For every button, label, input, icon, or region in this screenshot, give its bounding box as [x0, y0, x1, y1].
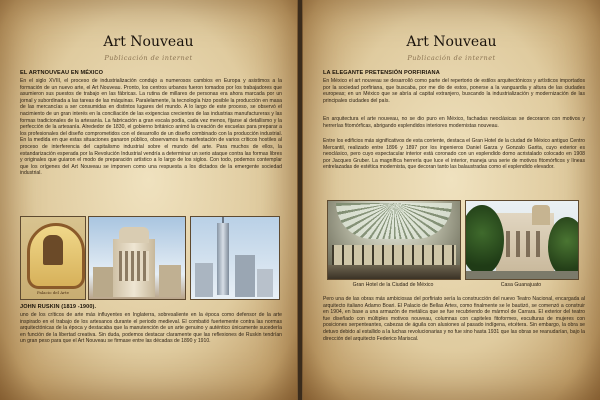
- palacio-image: [88, 216, 186, 300]
- section-body: En el siglo XVIII, el proceso de industrialización condujo a numerosos cambios en Europa y asistimos a la formación de un nuevo arte, el Art Nouveau. Pronto, los centros urbanos fueron tomados por los trabajadores que asumieron sus puestos de trabajo en las fábricas. La rutina de millares de personas era ahora marcada por un jornal y subordinada a las tareas de las máquinas. Paralelamente, la tecnología hizo posible la producción en masa de las mercancías a ser consumidas en distintos lugares del mundo. A lo largo de este proceso, se observó el nacimiento de un gran interés en la conciliación de las exigencias crecientes de las industrias manufactureras y las formas tradicionales de la artesanía. La fabricación a gran escala podía, cada vez menos, fijarse al detallismo y la perfección de la artesanía. Alrededor de 1830, el gobierno británico animó la creación de escuelas para preparar a los profesionales del diseño comprometidos con el desarrollo de un diseño combinado con la producción industrial. En la medida en que estas situaciones ganaron público, observamos la manifestación de varios críticos hostiles al proceso de interferencia del capitalismo industrial sobre el mundo del arte. Para muchos de ellos, la estandarización esperada por la Revolución Industrial vendría a determinar un serio ataque contra las formas libres y originales que guiaron el modo de preparación artístico a lo largo de los siglos. Con todo, podemos contemplar que los orígenes del Art Nouveau se imponen como una respuesta a los dictados de la emergente sociedad industrial.: [20, 78, 282, 177]
- gran-hotel-image: [327, 200, 461, 280]
- page-subtitle: Publicación de internet: [104, 54, 193, 62]
- section-body: En México el art nouveau se desarrolló como parte del repertorio de estilos arquitectónicos y artísticos importados por la sociedad porfiriana, que buscaba, por me dio de estos, ponerse a la vanguardia y altura de las ciudades europeas; en un México que se abría al capital extranjero, buscando la industrialización y modernización de las principales ciudades del país.: [323, 78, 585, 104]
- paragraph-architecture: En arquitectura el arte nouveau, no se dio puro en México, fachadas neoclásicas se decoraron con motivos y herrerías fitomórficas, abrigando esplendidos interiores modernistas nouveau.: [323, 116, 585, 129]
- torre-image: [190, 216, 280, 300]
- section-heading: LA ELEGANTE PRETENSIÓN PORFIRIANA: [323, 70, 440, 76]
- image-caption: Casa Guanajuato: [500, 282, 542, 288]
- page-title: Art Nouveau: [406, 34, 497, 50]
- image-caption: Gran Hotel de la Ciudad de México: [352, 282, 434, 288]
- section-body-ruskin: uno de los críticos de arte más influyentes en Inglaterra, sobresaliente en la época como defensor de la arte inspirado en el trabajo de los artesanos durante el periodo medieval. El combatió fuertemente contra las normas arquitectónicas de la época y destacaba que la manutención de un arte genuino y auténtico únicamente sucedería en función de la libertad creativa. Sin duda, podemos destacar claramente que las reflexiones de Ruskin tendrían un gran peso para que el Art Nouveau se firmase entre las décadas de 1890 y 1910.: [20, 312, 282, 345]
- seal-label: Palacio del Arte: [36, 290, 69, 295]
- right-page: [302, 0, 600, 400]
- page-subtitle: Publicación de internet: [407, 54, 496, 62]
- left-page: [0, 0, 298, 400]
- paragraph-bellas-artes: Pero una de las obras más ambiciosas del porfiriato sería la construcción del nuevo Teatro Nacional, encargada al arquitecto italiano Adamo Boari. El Palacio de Bellas Artes, como finalmente se le bautizó, se comenzó a construir en 1904, en base a una armazón de metálica que se fue recubriendo de mármol de Carrara. El exterior del teatro fue diseñado con múltiples motivos nouveau, columnas con capiteles fitoformes, esculturas de mujeres con posiciones serpenteantes, cabezas de águila con alusiones al pasado indígena, etcétera. Sin embargo, la obra se detuvo debido al estallido a la luchas revolucionarias y no fue sino hasta 1931 que las obras se reanudarían, bajo la dirección del arquitecto Federico Mariscal.: [323, 296, 585, 342]
- section-heading-ruskin: JOHN RUSKIN (1819 -1900).: [20, 304, 97, 310]
- seal-image: [20, 216, 86, 300]
- casa-guanajuato-image: [465, 200, 579, 280]
- page-title: Art Nouveau: [103, 34, 194, 50]
- section-heading: EL ARTNOUVEAU EN MÉXICO: [20, 70, 104, 76]
- paragraph-gran-hotel: Entre los edificios más significativos de esta corriente, destaca el Gran Hotel de la ciudad de México antiguo Centro Mercantil, realizado entre 1896 y 1897 por los ingenieros Daniel Garza y Gonzalo Garita, cuyo exterior es neoclásico, pero cuyo espectacular interior está coronado con un esplendido domo acristalado colocado en 1908 por Jacques Gruber. La magnífica herrería que luce el interior, maneja una serie de motivos fitomórficos y líneas entrelazadas de estética modernista, que decoran tanto las balaustradas como el esplendido elevador.: [323, 138, 585, 171]
